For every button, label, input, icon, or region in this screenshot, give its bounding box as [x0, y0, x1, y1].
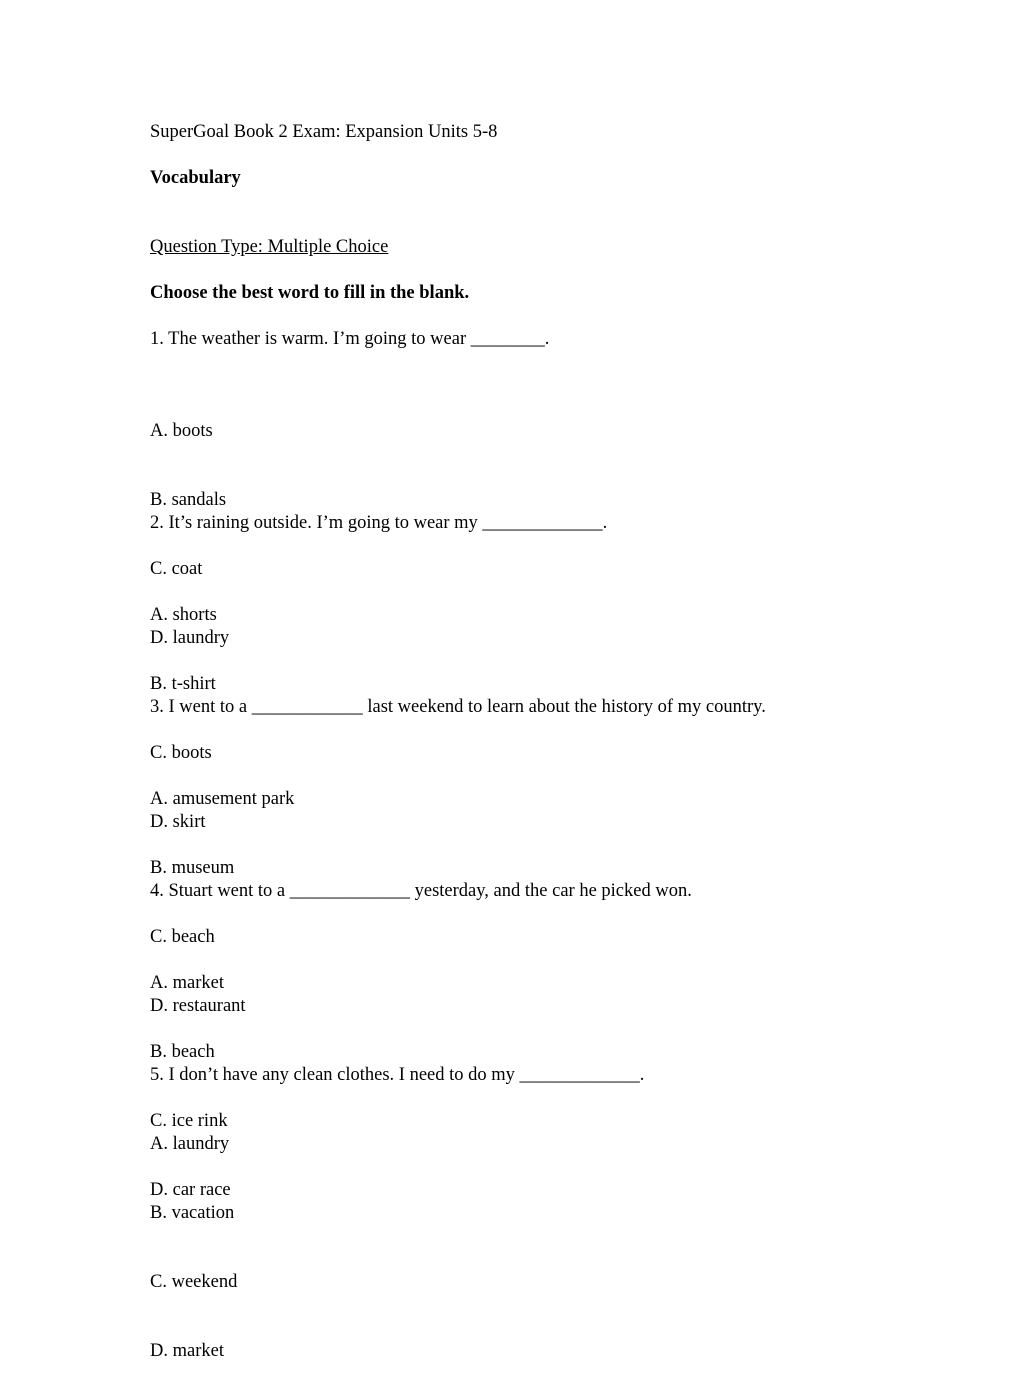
exam-title: SuperGoal Book 2 Exam: Expansion Units 5-8 [150, 122, 498, 142]
option: C. beach [150, 927, 215, 947]
option: B. vacation [150, 1203, 235, 1223]
option: B. beach [150, 1042, 215, 1062]
option: A. market [150, 973, 224, 993]
question-1-prompt: 1. The weather is warm. I’m going to wear ________. [150, 329, 550, 349]
question-5-options [150, 1087, 237, 1386]
question-4-prompt: 4. Stuart went to a _____________ yesterday, and the car he picked won. [150, 881, 692, 901]
option: C. coat [150, 559, 203, 579]
question-5-prompt: 5. I don’t have any clean clothes. I need to do my _____________. [150, 1065, 645, 1085]
option: A. laundry [150, 1134, 230, 1154]
option: A. amusement park [150, 789, 295, 809]
option: D. restaurant [150, 996, 246, 1016]
option: C. boots [150, 743, 212, 763]
question-2-prompt: 2. It’s raining outside. I’m going to wear my _____________. [150, 513, 608, 533]
option: D. car race [150, 1180, 231, 1200]
option: B. museum [150, 858, 235, 878]
option: D. skirt [150, 812, 206, 832]
option: A. boots [150, 421, 213, 441]
question-type: Question Type: Multiple Choice [150, 237, 389, 257]
option: D. laundry [150, 628, 230, 648]
option: D. market [150, 1341, 224, 1361]
option: C. ice rink [150, 1111, 228, 1131]
section-heading: Vocabulary [150, 168, 241, 188]
option: B. t-shirt [150, 674, 216, 694]
option: A. shorts [150, 605, 217, 625]
option: C. weekend [150, 1272, 238, 1292]
question-3-prompt: 3. I went to a ____________ last weekend to learn about the history of my country. [150, 697, 766, 717]
option: B. sandals [150, 490, 227, 510]
instructions: Choose the best word to fill in the blank. [150, 283, 470, 303]
